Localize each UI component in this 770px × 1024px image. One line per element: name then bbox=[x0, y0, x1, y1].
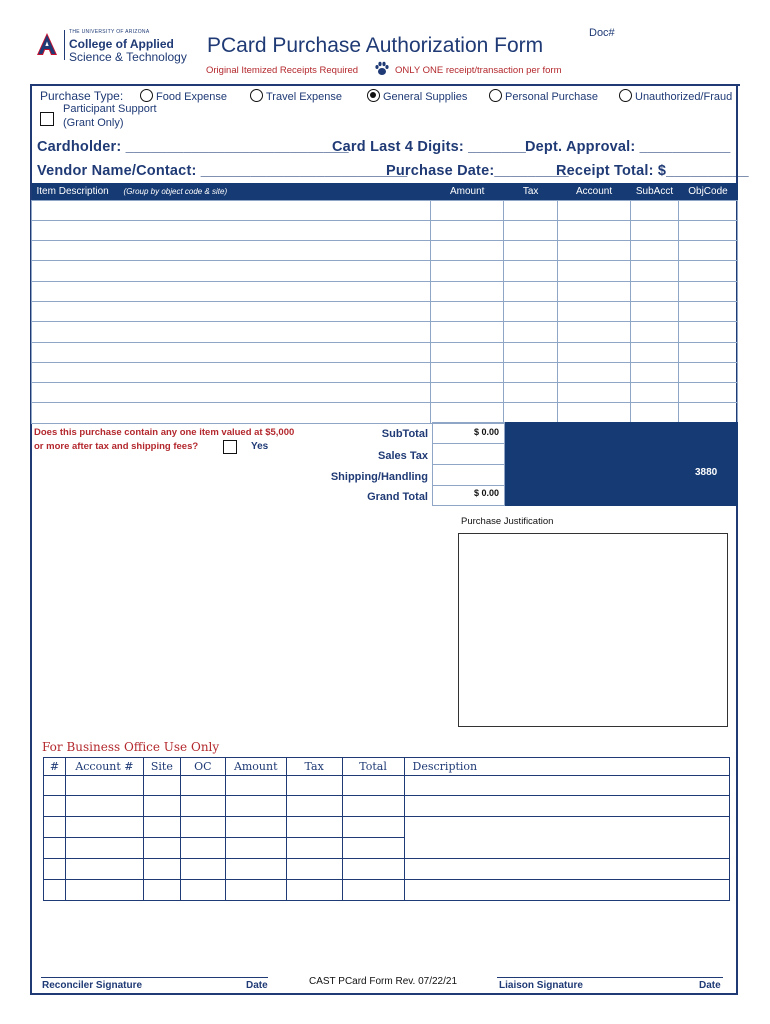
college-name-line1: College of Applied bbox=[69, 37, 174, 51]
item-cell[interactable] bbox=[631, 383, 679, 403]
radio-travel-expense[interactable] bbox=[250, 89, 342, 103]
radio-general-supplies[interactable] bbox=[367, 89, 467, 103]
table-row bbox=[32, 322, 738, 342]
item-cell[interactable] bbox=[631, 301, 679, 321]
participant-support-checkbox[interactable] bbox=[40, 112, 54, 126]
item-cell[interactable] bbox=[431, 322, 504, 342]
item-cell[interactable] bbox=[631, 241, 679, 261]
shipping-input[interactable] bbox=[433, 465, 504, 485]
item-cell[interactable] bbox=[32, 241, 431, 261]
radio-personal-label: Personal Purchase bbox=[505, 91, 598, 103]
table-row bbox=[32, 362, 738, 382]
account-header: Account bbox=[558, 183, 631, 200]
college-name-line2: Science & Technology bbox=[69, 50, 187, 64]
table-row bbox=[32, 241, 738, 261]
item-cell[interactable] bbox=[32, 220, 431, 240]
item-cell[interactable] bbox=[631, 220, 679, 240]
purchase-date-field[interactable]: Purchase Date:_________ bbox=[386, 163, 569, 179]
item-cell[interactable] bbox=[631, 200, 679, 220]
table-row bbox=[32, 261, 738, 281]
biz-site-header: Site bbox=[143, 758, 180, 776]
item-cell[interactable] bbox=[678, 362, 737, 382]
table-row bbox=[32, 383, 738, 403]
university-name: THE UNIVERSITY OF ARIZONA bbox=[69, 29, 150, 35]
biz-total-header: Total bbox=[342, 758, 404, 776]
radio-food-circle[interactable] bbox=[140, 89, 153, 102]
radio-fraud-circle[interactable] bbox=[619, 89, 632, 102]
radio-general-circle[interactable] bbox=[367, 89, 380, 102]
item-cell[interactable] bbox=[504, 261, 558, 281]
item-cell[interactable] bbox=[504, 362, 558, 382]
item-cell[interactable] bbox=[558, 362, 631, 382]
dept-approval-field[interactable]: Dept. Approval: ___________ bbox=[525, 139, 731, 155]
account-summary-block bbox=[505, 422, 738, 506]
table-row bbox=[32, 281, 738, 301]
business-office-title: For Business Office Use Only bbox=[42, 740, 220, 754]
form-revision: CAST PCard Form Rev. 07/22/21 bbox=[309, 976, 458, 987]
item-cell[interactable] bbox=[32, 403, 431, 423]
biz-oc-header: OC bbox=[180, 758, 225, 776]
business-office-table bbox=[43, 757, 730, 901]
item-cell[interactable] bbox=[558, 220, 631, 240]
cardholder-field[interactable]: Cardholder: ___________________________ bbox=[37, 139, 349, 155]
item-description-note: (Group by object code & site) bbox=[123, 186, 228, 196]
table-row bbox=[44, 859, 730, 880]
item-cell[interactable] bbox=[678, 342, 737, 362]
table-row bbox=[44, 796, 730, 817]
doc-number-label: Doc# bbox=[589, 27, 615, 39]
items-header-row bbox=[32, 183, 738, 200]
item-cell[interactable] bbox=[631, 322, 679, 342]
table-row bbox=[32, 403, 738, 423]
item-cell[interactable] bbox=[558, 241, 631, 261]
purchase-type-label: Purchase Type: bbox=[40, 89, 124, 103]
item-cell[interactable] bbox=[431, 261, 504, 281]
subtotal-value: $ 0.00 bbox=[474, 427, 500, 437]
item-cell[interactable] bbox=[678, 220, 737, 240]
table-row bbox=[44, 776, 730, 796]
radio-unauthorized-fraud[interactable] bbox=[619, 89, 732, 103]
item-cell[interactable] bbox=[32, 362, 431, 382]
item-cell[interactable] bbox=[504, 220, 558, 240]
radio-food-label: Food Expense bbox=[156, 91, 227, 103]
radio-travel-circle[interactable] bbox=[250, 89, 263, 102]
item-cell[interactable] bbox=[678, 261, 737, 281]
table-row bbox=[32, 301, 738, 321]
radio-personal-circle[interactable] bbox=[489, 89, 502, 102]
biz-account-header: Account # bbox=[65, 758, 143, 776]
item-cell[interactable] bbox=[558, 281, 631, 301]
items-table bbox=[31, 183, 738, 424]
item-cell[interactable] bbox=[504, 403, 558, 423]
item-cell[interactable] bbox=[678, 403, 737, 423]
item-cell[interactable] bbox=[631, 281, 679, 301]
biz-tax-header: Tax bbox=[286, 758, 342, 776]
table-row bbox=[32, 342, 738, 362]
item-cell[interactable] bbox=[504, 241, 558, 261]
item-cell[interactable] bbox=[558, 261, 631, 281]
item-cell[interactable] bbox=[32, 322, 431, 342]
item-cell[interactable] bbox=[431, 362, 504, 382]
item-cell[interactable] bbox=[431, 241, 504, 261]
item-cell[interactable] bbox=[431, 342, 504, 362]
item-cell[interactable] bbox=[504, 200, 558, 220]
radio-food-expense[interactable] bbox=[140, 89, 227, 103]
item-cell[interactable] bbox=[631, 362, 679, 382]
liaison-signature-line[interactable] bbox=[497, 977, 723, 978]
reconciler-signature-label: Reconciler Signature bbox=[42, 980, 143, 991]
high-value-question-line1: Does this purchase contain any one item valued at $5,000 bbox=[34, 427, 295, 438]
item-description-header bbox=[32, 183, 431, 200]
item-cell[interactable] bbox=[678, 200, 737, 220]
reconciler-date-label: Date bbox=[246, 980, 268, 991]
biz-amount-header: Amount bbox=[225, 758, 286, 776]
justification-textbox[interactable] bbox=[458, 533, 728, 727]
university-logo bbox=[32, 30, 62, 58]
objcode-header: ObjCode bbox=[678, 183, 737, 200]
radio-travel-label: Travel Expense bbox=[266, 91, 343, 103]
radio-personal-purchase[interactable] bbox=[489, 89, 598, 103]
grand-total-value: $ 0.00 bbox=[474, 488, 500, 498]
paw-icon bbox=[374, 61, 390, 76]
item-cell[interactable] bbox=[504, 342, 558, 362]
biz-description-header: Description bbox=[404, 758, 729, 776]
grand-total-label: Grand Total bbox=[367, 491, 428, 503]
item-cell[interactable] bbox=[32, 281, 431, 301]
item-cell[interactable] bbox=[678, 301, 737, 321]
item-description-title: Item Description bbox=[36, 185, 109, 197]
reconciler-signature-line[interactable] bbox=[41, 977, 268, 978]
item-cell[interactable] bbox=[631, 403, 679, 423]
frame-top-rule bbox=[30, 84, 740, 86]
item-cell[interactable] bbox=[558, 301, 631, 321]
liaison-date-label: Date bbox=[699, 980, 721, 991]
table-row bbox=[44, 838, 730, 859]
totals-divider-3 bbox=[432, 485, 505, 486]
account-code-value: 3880 bbox=[695, 467, 718, 478]
item-cell[interactable] bbox=[431, 383, 504, 403]
vendor-field[interactable]: Vendor Name/Contact: _________________________ bbox=[37, 163, 408, 179]
one-receipt-note: ONLY ONE receipt/transaction per form bbox=[395, 65, 562, 76]
item-cell[interactable] bbox=[431, 301, 504, 321]
item-cell[interactable] bbox=[631, 342, 679, 362]
item-cell[interactable] bbox=[558, 322, 631, 342]
business-office-header-row bbox=[44, 758, 730, 776]
item-cell[interactable] bbox=[558, 383, 631, 403]
receipt-requirement: Original Itemized Receipts Required bbox=[206, 65, 359, 76]
item-cell[interactable] bbox=[678, 322, 737, 342]
form-title: PCard Purchase Authorization Form bbox=[207, 34, 544, 57]
item-cell[interactable] bbox=[32, 383, 431, 403]
liaison-signature-label: Liaison Signature bbox=[499, 980, 583, 991]
card-last4-field[interactable]: Card Last 4 Digits: _______ bbox=[332, 139, 526, 155]
biz-num-header: # bbox=[44, 758, 66, 776]
item-cell[interactable] bbox=[431, 403, 504, 423]
business-office-body bbox=[44, 776, 730, 901]
subacct-header: SubAcct bbox=[631, 183, 679, 200]
item-cell[interactable] bbox=[558, 200, 631, 220]
item-cell[interactable] bbox=[431, 220, 504, 240]
item-cell[interactable] bbox=[504, 281, 558, 301]
item-cell[interactable] bbox=[558, 342, 631, 362]
justification-label: Purchase Justification bbox=[461, 516, 554, 527]
sales-tax-input[interactable] bbox=[433, 444, 504, 464]
shipping-label: Shipping/Handling bbox=[330, 471, 428, 483]
tax-header: Tax bbox=[504, 183, 558, 200]
item-cell[interactable] bbox=[32, 261, 431, 281]
amount-header: Amount bbox=[431, 183, 504, 200]
high-value-question-line2: or more after tax and shipping fees? bbox=[34, 441, 199, 452]
item-cell[interactable] bbox=[558, 403, 631, 423]
item-cell[interactable] bbox=[631, 261, 679, 281]
table-row bbox=[32, 200, 738, 220]
logo-divider bbox=[64, 30, 65, 60]
item-cell[interactable] bbox=[504, 383, 558, 403]
sales-tax-label: Sales Tax bbox=[378, 450, 428, 462]
radio-general-label: General Supplies bbox=[383, 91, 468, 103]
item-cell[interactable] bbox=[678, 281, 737, 301]
item-cell[interactable] bbox=[32, 301, 431, 321]
table-row bbox=[44, 880, 730, 901]
item-cell[interactable] bbox=[504, 322, 558, 342]
item-cell[interactable] bbox=[431, 200, 504, 220]
table-row bbox=[44, 817, 730, 838]
participant-grant-label: (Grant Only) bbox=[63, 117, 124, 129]
item-cell[interactable] bbox=[504, 301, 558, 321]
item-cell[interactable] bbox=[431, 281, 504, 301]
items-body bbox=[32, 200, 738, 423]
item-cell[interactable] bbox=[32, 342, 431, 362]
high-value-yes-checkbox[interactable] bbox=[223, 440, 237, 454]
item-cell[interactable] bbox=[678, 241, 737, 261]
table-row bbox=[32, 220, 738, 240]
item-cell[interactable] bbox=[32, 200, 431, 220]
participant-support-label: Participant Support bbox=[63, 103, 157, 115]
receipt-total-field[interactable]: Receipt Total: $__________ bbox=[556, 163, 749, 179]
subtotal-label: SubTotal bbox=[381, 428, 428, 440]
item-cell[interactable] bbox=[678, 383, 737, 403]
high-value-yes-label: Yes bbox=[251, 441, 269, 452]
radio-fraud-label: Unauthorized/Fraud bbox=[635, 91, 733, 103]
